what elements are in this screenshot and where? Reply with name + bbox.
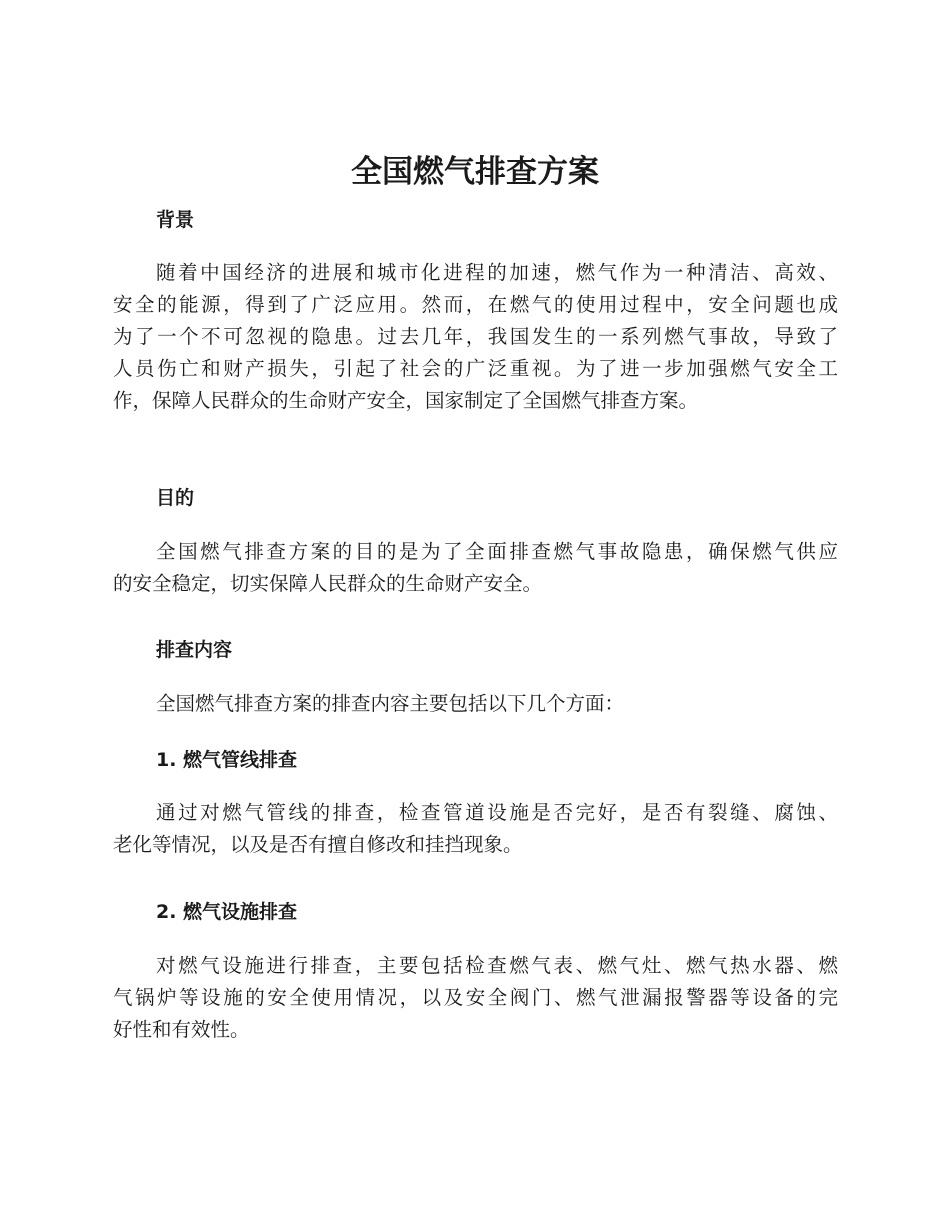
paragraph-line: 好性和有效性。 (113, 1018, 250, 1041)
section-heading-background: 背景 (156, 209, 195, 231)
paragraph-line: 人员伤亡和财产损失，引起了社会的广泛重视。为了进一步加强燃气安全工 (113, 357, 838, 380)
document-title: 全国燃气排查方案 (351, 154, 599, 190)
section-paragraph-facility-inspection (113, 950, 838, 1046)
section-paragraph-purpose (113, 536, 838, 600)
section-heading-facility-inspection: 2. 燃气设施排查 (156, 901, 298, 923)
paragraph-line: 全国燃气排查方案的目的是为了全面排查燃气事故隐患，确保燃气供应 (156, 540, 838, 563)
paragraph-line: 为了一个不可忽视的隐患。过去几年，我国发生的一系列燃气事故，导致了 (113, 325, 838, 348)
section-paragraph-background (113, 257, 838, 417)
section-paragraph-scope (113, 688, 838, 720)
section-heading-pipeline-inspection: 1. 燃气管线排查 (156, 749, 298, 771)
section-heading-scope: 排查内容 (156, 639, 233, 661)
paragraph-line: 作，保障人民群众的生命财产安全，国家制定了全国燃气排查方案。 (113, 389, 699, 412)
section-heading-purpose: 目的 (156, 487, 195, 509)
paragraph-line: 气锅炉等设施的安全使用情况，以及安全阀门、燃气泄漏报警器等设备的完 (113, 986, 838, 1009)
paragraph-line: 老化等情况，以及是否有擅自修改和挂挡现象。 (113, 833, 523, 856)
paragraph-line: 通过对燃气管线的排查，检查管道设施是否完好，是否有裂缝、腐蚀、 (156, 801, 838, 824)
paragraph-line: 对燃气设施进行排查，主要包括检查燃气表、燃气灶、燃气热水器、燃 (156, 954, 838, 977)
paragraph-line: 的安全稳定，切实保障人民群众的生命财产安全。 (113, 572, 543, 595)
paragraph-line: 随着中国经济的进展和城市化进程的加速，燃气作为一种清洁、高效、 (156, 261, 838, 284)
paragraph-line: 全国燃气排查方案的排查内容主要包括以下几个方面： (156, 692, 625, 715)
section-paragraph-pipeline-inspection (113, 797, 838, 861)
paragraph-line: 安全的能源，得到了广泛应用。然而，在燃气的使用过程中，安全问题也成 (113, 293, 838, 316)
